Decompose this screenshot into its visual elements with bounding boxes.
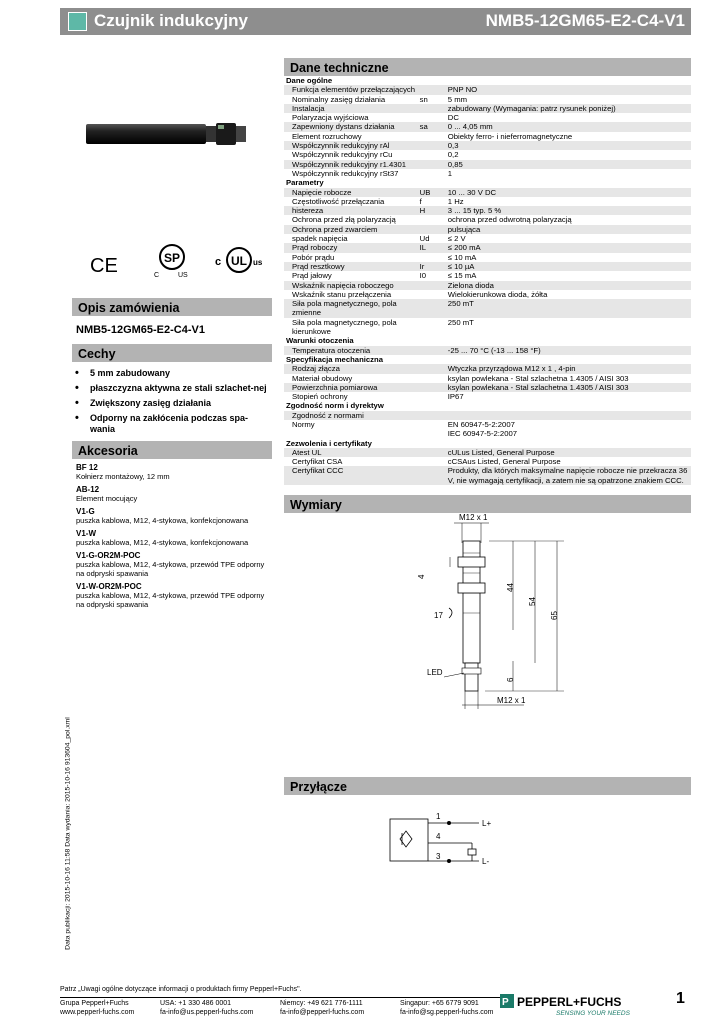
- tech-param-name: Ochrona przed zwarciem: [284, 225, 418, 234]
- tech-param-name: Element rozruchowy: [292, 131, 362, 141]
- tech-param-symbol: [418, 448, 446, 457]
- tech-section-row: [284, 439, 691, 448]
- tech-data-row: [284, 160, 691, 169]
- tech-param-name: Powierzchnia pomiarowa: [284, 383, 418, 392]
- footer-usa-phone: USA: +1 330 486 0001: [160, 1000, 232, 1007]
- tech-data-row: [284, 299, 691, 318]
- tech-param-symbol: [418, 290, 446, 299]
- tech-param-symbol: [418, 466, 446, 485]
- tech-param-name: Nominalny zasięg działania: [292, 94, 386, 104]
- tech-param-value: 0,2: [447, 150, 459, 160]
- pin-4-label: 4: [436, 832, 441, 842]
- tech-param-name: Współczynnik redukcyjny rAl: [284, 141, 418, 150]
- tech-param-value: pulsująca: [446, 225, 691, 234]
- footer-usa-email[interactable]: fa-info@us.pepperl-fuchs.com: [160, 1008, 254, 1016]
- tech-param-name: Prąd resztkowy: [284, 262, 418, 271]
- tech-param-value: Zielona dioda: [446, 281, 691, 290]
- accessory-desc: puszka kablowa, M12, 4-stykowa, konfekcjonowana: [76, 538, 249, 547]
- tech-param-name: Pobór prądu: [292, 252, 335, 262]
- tech-param-symbol: IL: [418, 243, 446, 252]
- tech-param-name: Polaryzacja wyjściowa: [292, 113, 369, 123]
- tech-param-value: -25 ... 70 °C (-13 ... 158 °F): [446, 346, 691, 355]
- tech-param-name: Certyfikat CCC: [284, 466, 418, 485]
- tech-data-row: [284, 281, 691, 290]
- tech-param-name: histereza: [284, 206, 418, 215]
- tech-param-value: zabudowany (Wymagania: patrz rysunek poniżej): [446, 104, 691, 113]
- publication-info: Data publikacji: 2015-10-16 11:58 Data wydania: 2015-10-16 913604_pol.xml: [64, 717, 72, 950]
- brand-slogan: SENSING YOUR NEEDS: [556, 1010, 630, 1017]
- tech-param-name: Zgodność z normami: [284, 411, 418, 420]
- dim-4-label: 4: [417, 574, 426, 580]
- tech-param-name: Wskaźnik stanu przełączenia: [292, 289, 392, 299]
- tech-param-value: [446, 411, 691, 420]
- tech-data-row: [284, 122, 691, 131]
- tech-param-name: Temperatura otoczenia: [284, 346, 418, 355]
- tech-param-symbol: Ir: [418, 262, 446, 271]
- tech-param-name: Prąd jałowy: [292, 271, 332, 281]
- tech-param-value: 3 ... 15 typ. 5 %: [446, 206, 691, 215]
- tech-param-name: Certyfikat CSA: [292, 457, 343, 467]
- accessory-name: AB-12: [76, 485, 100, 494]
- tech-data-row: [284, 448, 691, 457]
- tech-param-value: ≤ 2 V: [447, 234, 466, 244]
- tech-param-symbol: [418, 364, 446, 373]
- tech-data-row: [284, 364, 691, 373]
- dim-65-label: 65: [550, 611, 559, 621]
- tech-param-value: 0 ... 4,05 mm: [446, 122, 691, 131]
- tech-data-row: [284, 169, 691, 178]
- svg-text:CE: CE: [90, 255, 118, 275]
- footer-singapore-phone: Singapur: +65 6779 9091: [400, 1000, 479, 1007]
- tech-param-symbol: [418, 141, 446, 150]
- footer-germany-phone: Niemcy: +49 621 776-1111: [280, 1000, 363, 1007]
- tech-section-row: [284, 355, 691, 364]
- tech-data-row: [284, 466, 691, 485]
- tech-param-symbol: [418, 132, 446, 141]
- tech-param-name: Współczynnik redukcyjny rCu: [292, 150, 393, 160]
- tech-param-symbol: [418, 281, 446, 290]
- accessory-name: V1-G-OR2M-POC: [76, 551, 141, 560]
- product-photo: [84, 118, 254, 150]
- page-number: 1: [676, 990, 685, 1007]
- tech-data-row: [284, 150, 691, 159]
- tech-param-symbol: sa: [418, 122, 446, 131]
- tech-data-row: [284, 188, 691, 197]
- tech-param-value: 0,85: [446, 160, 691, 169]
- tech-param-value: DC: [447, 113, 459, 123]
- dim-6-label: 6: [506, 677, 515, 683]
- feature-item: • Zwiększony zasięg działania: [72, 398, 272, 409]
- pin-3-label: 3: [436, 852, 441, 862]
- accessory-name: BF 12: [76, 463, 98, 472]
- feature-item: • 5 mm zabudowany: [72, 368, 272, 379]
- tech-param-symbol: UB: [418, 188, 446, 197]
- tech-param-value: 1 Hz: [447, 196, 464, 206]
- tech-param-name: Prąd roboczy: [284, 243, 418, 252]
- tech-param-value: ksylan powlekana - Stal szlachetna 1.4305 / AISI 303: [447, 373, 629, 383]
- tech-data-row: [284, 290, 691, 299]
- csa-certification-icon: [152, 240, 192, 280]
- tech-data-row: [284, 113, 691, 122]
- tech-param-symbol: [418, 457, 446, 466]
- tech-param-value: PNP NO: [446, 85, 691, 94]
- tech-param-value: IP67: [447, 392, 464, 402]
- thread-bottom-label: M12 x 1: [497, 696, 526, 706]
- brand-name: PEPPERL+FUCHS: [517, 995, 622, 1009]
- tech-data-row: [284, 206, 691, 215]
- tech-data-row: [284, 411, 691, 420]
- tech-param-value: 5 mm: [447, 94, 467, 104]
- order-model: NMB5-12GM65-E2-C4-V1: [76, 324, 205, 336]
- tech-param-value: 1: [447, 168, 453, 178]
- svg-text:C: C: [154, 272, 160, 279]
- tech-param-value: ≤ 10 mA: [447, 252, 477, 262]
- tech-data-row: [284, 243, 691, 252]
- tech-param-name: Współczynnik redukcyjny r1.4301: [284, 160, 418, 169]
- tech-param-symbol: Ud: [419, 234, 430, 244]
- footer-website[interactable]: www.pepperl-fuchs.com: [60, 1008, 135, 1016]
- tech-param-name: Siła pola magnetycznego, pola kierunkowe: [292, 317, 397, 337]
- dimension-drawing: [284, 513, 691, 763]
- tech-data-row: [284, 104, 691, 113]
- tech-param-value: 250 mT: [447, 317, 474, 327]
- connection-diagram: [284, 795, 691, 915]
- svg-text:US: US: [178, 272, 188, 279]
- tech-param-value: Wtyczka przyrządowa M12 x 1 , 4-pin: [446, 364, 691, 373]
- cul-us-certification-icon: [215, 245, 267, 275]
- footer-singapore-email[interactable]: fa-info@sg.pepperl-fuchs.com: [400, 1008, 494, 1016]
- right-column: [284, 58, 691, 915]
- tech-param-value: ≤ 15 mA: [447, 271, 477, 281]
- tech-param-value: ochrona przed odwrotną polaryzacją: [447, 215, 572, 225]
- header-bar: [60, 8, 691, 35]
- tech-section-label: Parametry: [286, 178, 324, 188]
- dim-17-label: 17: [434, 611, 443, 621]
- tech-param-name: Atest UL: [284, 448, 418, 457]
- tech-param-name: Instalacja: [284, 104, 418, 113]
- tech-section-label: Zezwolenia i certyfikaty: [286, 438, 372, 448]
- tech-section-row: [284, 178, 691, 187]
- tech-data-row: [284, 374, 691, 383]
- tech-data-table: [284, 76, 691, 485]
- footer-usa: [160, 1000, 253, 1017]
- tech-section-label: Specyfikacja mechaniczna: [286, 354, 383, 364]
- tech-data-row: [284, 271, 691, 280]
- accessories-list: [76, 463, 272, 609]
- tech-param-symbol: [418, 392, 446, 401]
- tech-data-row: [284, 141, 691, 150]
- tech-section-label: Warunki otoczenia: [286, 336, 354, 346]
- tech-data-row: [284, 420, 691, 439]
- tech-param-symbol: [418, 169, 446, 178]
- tech-param-name: Normy: [292, 419, 315, 429]
- svg-text:SP: SP: [164, 251, 181, 265]
- footer-singapore: [400, 1000, 493, 1017]
- tech-param-symbol: [418, 215, 446, 224]
- footer-germany-email[interactable]: fa-info@pepperl-fuchs.com: [280, 1008, 365, 1016]
- footer-germany: [280, 1000, 364, 1017]
- tech-param-symbol: sn: [419, 94, 428, 104]
- tech-data-row: [284, 234, 691, 243]
- tech-param-value: EN 60947-5-2:2007 IEC 60947-5-2:2007: [447, 419, 518, 439]
- features-heading: Cechy: [72, 344, 272, 362]
- l-plus-label: L+: [482, 819, 492, 829]
- tech-param-symbol: [418, 160, 446, 169]
- tech-section-label: Dane ogólne: [286, 76, 333, 85]
- tech-data-row: [284, 262, 691, 271]
- accessory-desc: puszka kablowa, M12, 4-stykowa, konfekcjonowana: [76, 516, 249, 525]
- svg-text:UL: UL: [231, 254, 247, 268]
- tech-param-symbol: [418, 104, 446, 113]
- tech-data-row: [284, 132, 691, 141]
- tech-data-row: [284, 197, 691, 206]
- tech-param-symbol: I0: [419, 271, 427, 281]
- tech-param-name: Zapewniony dystans działania: [284, 122, 418, 131]
- tech-param-symbol: [418, 411, 446, 420]
- dims-heading: Wymiary: [284, 495, 691, 513]
- accessory-desc: puszka kablowa, M12, 4-stykowa, przewód TPE odporny na odpryski spawania: [76, 591, 265, 609]
- feature-item: • płaszczyzna aktywna ze stali szlachet-nej: [72, 383, 272, 394]
- tech-param-symbol: [418, 420, 446, 439]
- tech-param-name: spadek napięcia: [292, 234, 348, 244]
- tech-section-row: [284, 76, 691, 85]
- tech-param-value: cCSAus Listed, General Purpose: [447, 457, 561, 467]
- tech-param-name: Materiał obudowy: [292, 373, 353, 383]
- tech-param-name: Częstotliwość przełączania: [292, 196, 385, 206]
- tech-param-value: 0,3: [446, 141, 691, 150]
- connection-heading: Przyłącze: [284, 777, 691, 795]
- tech-param-value: Wielokierunkowa dioda, żółta: [447, 289, 548, 299]
- left-column: [72, 298, 272, 609]
- tech-section-row: [284, 336, 691, 345]
- tech-param-value: Produkty, dla których maksymalne napięcie robocze nie przekracza 36 V, nie wymagają certyfikacji, a zatem nie są opatrzone znakiem CCC.: [446, 466, 691, 485]
- tech-param-name: Wskaźnik napięcia roboczego: [284, 281, 418, 290]
- led-label: LED: [427, 668, 443, 678]
- pin-1-label: 1: [436, 812, 441, 822]
- svg-text:us: us: [253, 258, 263, 267]
- svg-text:c: c: [215, 256, 222, 268]
- tech-param-symbol: [418, 113, 446, 122]
- product-model: NMB5-12GM65-E2-C4-V1: [485, 11, 685, 30]
- page-title: Czujnik indukcyjny: [94, 11, 248, 30]
- tech-data-row: [284, 95, 691, 104]
- tech-param-symbol: [418, 374, 446, 383]
- tech-param-symbol: [418, 318, 446, 337]
- tech-data-row: [284, 253, 691, 262]
- tech-param-name: Stopień ochrony: [292, 392, 348, 402]
- tech-param-value: cULus Listed, General Purpose: [446, 448, 691, 457]
- tech-data-row: [284, 392, 691, 401]
- tech-data-row: [284, 457, 691, 466]
- tech-data-row: [284, 318, 691, 337]
- tech-param-symbol: [418, 383, 446, 392]
- order-heading: Opis zamówienia: [72, 298, 272, 316]
- feature-item: • Odporny na zakłócenia podczas spa-wania: [72, 413, 272, 435]
- tech-data-row: [284, 383, 691, 392]
- accessory-name: V1-G: [76, 507, 95, 516]
- tech-param-value: 10 ... 30 V DC: [446, 188, 691, 197]
- header-square-icon: [68, 12, 87, 31]
- tech-param-name: Współczynnik redukcyjny rSt37: [292, 168, 399, 178]
- tech-data-row: [284, 215, 691, 224]
- tech-section-label: Zgodność norm i dyrektyw: [286, 401, 384, 411]
- tech-param-symbol: H: [418, 206, 446, 215]
- dim-54-label: 54: [528, 597, 537, 607]
- tech-param-symbol: [418, 85, 446, 94]
- l-minus-label: L-: [482, 857, 490, 867]
- ce-mark-icon: [90, 255, 120, 275]
- tech-heading: Dane techniczne: [284, 58, 691, 76]
- tech-param-value: ksylan powlekana - Stal szlachetna 1.4305 / AISI 303: [446, 383, 691, 392]
- tech-section-row: [284, 401, 691, 410]
- tech-param-symbol: [418, 150, 446, 159]
- footer-group: [60, 1000, 134, 1017]
- dim-44-label: 44: [506, 583, 515, 593]
- tech-param-name: Ochrona przed złą polaryzacją: [292, 215, 396, 225]
- tech-param-symbol: f: [419, 196, 422, 206]
- accessory-desc: Kołnierz montażowy, 12 mm: [76, 472, 170, 481]
- pepperl-fuchs-logo: [500, 992, 650, 1018]
- accessories-heading: Akcesoria: [72, 441, 272, 459]
- tech-param-name: Napięcie robocze: [284, 188, 418, 197]
- tech-param-name: Rodzaj złącza: [284, 364, 418, 373]
- accessory-desc: puszka kablowa, M12, 4-stykowa, przewód TPE odporny na odpryski spawania: [76, 560, 265, 578]
- accessory-name: V1-W: [76, 529, 96, 538]
- tech-data-row: [284, 225, 691, 234]
- tech-data-row: [284, 346, 691, 355]
- tech-param-symbol: [418, 299, 446, 318]
- features-list: [72, 368, 272, 435]
- publication-sidebar: [58, 690, 70, 980]
- tech-param-symbol: [418, 253, 446, 262]
- footer-group-name: Grupa Pepperl+Fuchs: [60, 1000, 129, 1007]
- footer-note: Patrz „Uwagi ogólne dotyczące informacji o produktach firmy Pepperl+Fuchs".: [60, 986, 302, 993]
- tech-param-value: ≤ 10 µA: [446, 262, 691, 271]
- tech-param-name: Siła pola magnetycznego, pola zmienne: [284, 299, 418, 318]
- thread-top-label: M12 x 1: [459, 513, 488, 523]
- tech-param-symbol: [418, 346, 446, 355]
- svg-text:P: P: [502, 997, 509, 1008]
- tech-data-row: [284, 85, 691, 94]
- tech-param-symbol: [418, 225, 446, 234]
- tech-param-value: 250 mT: [446, 299, 691, 318]
- tech-param-value: ≤ 200 mA: [446, 243, 691, 252]
- tech-param-value: Obiekty ferro- i nieferromagnetyczne: [447, 131, 573, 141]
- accessory-name: V1-W-OR2M-POC: [76, 582, 142, 591]
- tech-param-name: Funkcja elementów przełączających: [284, 85, 418, 94]
- accessory-desc: Element mocujący: [76, 494, 138, 503]
